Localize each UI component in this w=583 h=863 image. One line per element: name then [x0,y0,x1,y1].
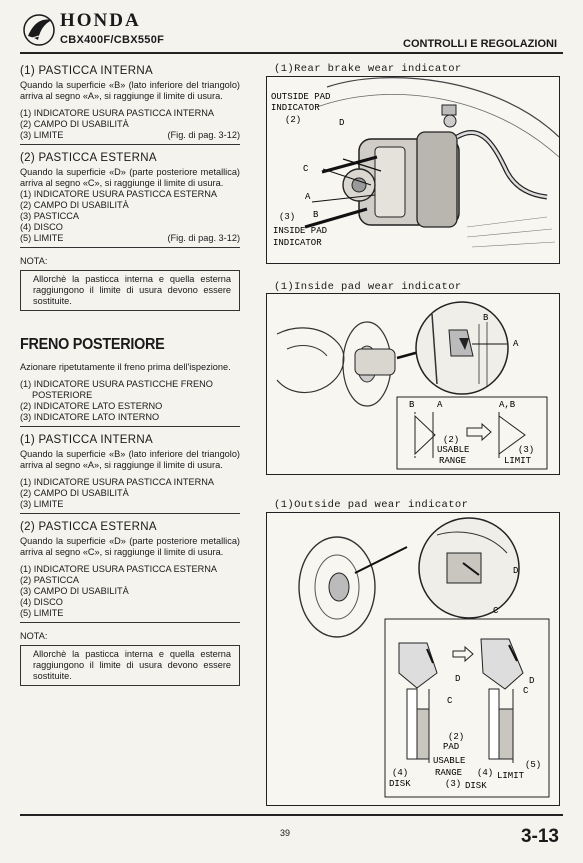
label-c: C [523,686,529,696]
legend-item: (2) INDICATORE LATO ESTERNO [20,401,163,411]
label-range: RANGE [439,456,467,466]
outer-pad-heading: (2) PASTICCA ESTERNA [20,521,157,533]
label-inside-pad: INSIDE PAD [273,226,328,236]
divider [20,426,240,427]
rear-brake-figure [266,76,560,264]
legend-item: (2) CAMPO DI USABILITÀ [20,488,129,498]
inside-pad-figure [266,293,560,475]
rear-brake-heading: FRENO POSTERIORE [20,336,165,353]
label-b: B [313,210,319,220]
callout-number: (2) [285,115,302,125]
label-c: C [447,696,453,706]
divider [20,622,240,623]
legend-item: (3) LIMITE [20,130,64,140]
note-box: Allorchè la pasticca interna e quella esterna raggiungono il limite di usura devono essere sostituite. [20,645,240,686]
label-b: B [483,313,489,323]
rear-brake-text: Azionare ripetutamente il freno prima dell'ispezione. [20,362,231,372]
label-usable: USABLE [437,445,470,455]
outside-pad-illustration [267,513,559,805]
rear-brake-legend [20,379,240,423]
figure-caption: (1)Rear brake wear indicator [274,63,462,75]
inside-pad-illustration [267,294,559,474]
label-outside-pad: OUTSIDE PAD [271,92,331,102]
outer-pad-text: Quando la superficie «D» (parte posteriore metallica) arriva al segno «C», si raggiunge il limite di usura. [20,536,240,557]
label-c: C [493,606,499,616]
section-page-reference: 3-13 [520,826,559,847]
inner-pad-text: Quando la superficie «B» (lato inferiore del triangolo) arriva al segno «A», si raggiunge il limite di usura. [20,449,240,470]
legend-item: (4) DISCO [20,222,63,232]
legend-item: (1) INDICATORE USURA PASTICCA INTERNA [20,108,214,118]
legend-item: (3) INDICATORE LATO INTERNO [20,412,160,422]
inner-pad-heading: (1) PASTICCA INTERNA [20,434,153,446]
legend-item: POSTERIORE [32,390,93,400]
label-d: D [529,676,535,686]
footer-divider [20,814,563,816]
callout-number: (4) [392,768,409,778]
figure-reference: (Fig. di pag. 3-12) [167,130,240,140]
caliper-illustration [267,77,559,263]
divider [20,144,240,145]
legend-item: (3) LIMITE [20,499,64,509]
legend-item: (1) INDICATORE USURA PASTICCA INTERNA [20,477,214,487]
label-b: B [409,400,415,410]
label-range: RANGE [435,768,463,778]
legend-item: (5) LIMITE [20,608,64,618]
legend-item: (5) LIMITE [20,233,64,243]
section-title: CONTROLLI E REGOLAZIONI [403,38,557,50]
model-names: CBX400F/CBX550F [60,34,165,46]
callout-number: (3) [518,445,535,455]
callout-number: (2) [443,435,460,445]
legend-item: (1) INDICATORE USURA PASTICCHE FRENO [20,379,213,389]
label-d: D [339,118,345,128]
callout-number: (3) [445,779,462,789]
legend-item: (1) INDICATORE USURA PASTICCA ESTERNA [20,189,218,199]
label-a: A [513,339,519,349]
note-label: NOTA: [20,631,48,641]
honda-wing-logo [22,12,56,48]
page-number: 39 [280,828,291,838]
left-column [20,64,240,696]
callout-number: (4) [477,768,494,778]
note-label: NOTA: [20,256,48,266]
note-box: Allorchè la pasticca interna e quella esterna raggiungono il limite di usura devono essere sostituite. [20,270,240,311]
figure-caption: (1)Inside pad wear indicator [274,281,462,293]
label-indicator: INDICATOR [271,103,320,113]
label-indicator: INDICATOR [273,238,322,248]
legend-item: (2) PASTICCA [20,575,80,585]
legend-item: (3) CAMPO DI USABILITÀ [20,586,129,596]
label-disk: DISK [465,781,487,791]
legend-item: (2) CAMPO DI USABILITÀ [20,119,129,129]
legend-row [20,233,240,244]
label-pad: PAD [443,742,460,752]
label-disk: DISK [389,779,411,789]
callout-number: (2) [448,732,465,742]
label-usable: USABLE [433,756,466,766]
outer-pad-heading: (2) PASTICCA ESTERNA [20,152,157,164]
inner-pad-text: Quando la superficie «B» (lato inferiore del triangolo) arriva al segno «A», si raggiunge il limite di usura. [20,80,240,101]
legend-item: (2) CAMPO DI USABILITÀ [20,200,129,210]
label-c: C [303,164,309,174]
figure-reference: (Fig. di pag. 3-12) [167,233,240,243]
label-d: D [513,566,519,576]
inner-pad-legend [20,108,240,141]
label-a: A [305,192,311,202]
divider [20,247,240,248]
outside-pad-figure [266,512,560,806]
label-limit: LIMIT [504,456,532,466]
label-d: D [455,674,461,684]
legend-item: (1) INDICATORE USURA PASTICCA ESTERNA [20,564,218,574]
brand-name: HONDA [60,10,141,31]
legend-item: (3) PASTICCA [20,211,80,221]
divider [20,513,240,514]
callout-number: (3) [279,212,296,222]
legend-row [20,130,240,141]
outer-pad-legend [20,564,240,619]
inner-pad-heading: (1) PASTICCA INTERNA [20,65,153,77]
label-a: A [437,400,443,410]
legend-item: (4) DISCO [20,597,63,607]
label-a-b: A,B [499,400,516,410]
header-divider [20,52,563,54]
callout-number: (5) [525,760,542,770]
figure-caption: (1)Outside pad wear indicator [274,499,469,511]
label-limit: LIMIT [497,771,525,781]
outer-pad-text: Quando la superficie «D» (parte posteriore metallica) arriva al segno «C», si raggiunge il limite di usura. [20,167,240,188]
inner-pad-legend [20,477,240,510]
outer-pad-legend [20,189,240,244]
